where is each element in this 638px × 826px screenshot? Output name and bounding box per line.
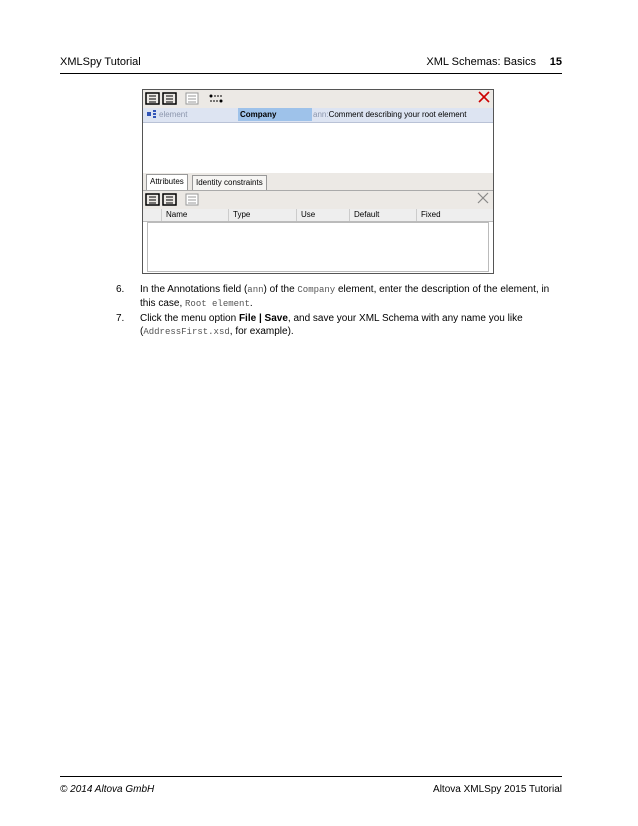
panel-toolbar [143, 90, 493, 108]
append-insert-icon[interactable] [145, 92, 179, 105]
col-use[interactable]: Use [296, 209, 315, 221]
col-fixed[interactable]: Fixed [416, 209, 441, 221]
page-number: 15 [549, 56, 562, 68]
step-6: 6. In the Annotations field (ann) of the Company element, enter the description of the element, in this case, Root element. [116, 284, 550, 309]
col-default[interactable]: Default [349, 209, 379, 221]
details-tabs [143, 173, 493, 190]
footer-rule [60, 776, 562, 777]
footer-copyright: © 2014 Altova GmbH [60, 784, 155, 795]
annotation-field[interactable] [313, 110, 466, 119]
list-icon[interactable] [185, 92, 199, 105]
header-rule [60, 73, 562, 74]
close-icon[interactable] [478, 90, 490, 106]
col-name[interactable]: Name [161, 209, 187, 221]
element-name-field[interactable]: Company [238, 108, 312, 121]
step-7: 7. Click the menu option File | Save, and save your XML Schema with any name you like (AddressFirst.xsd, for example). [116, 313, 523, 337]
sequence-icon[interactable] [208, 92, 224, 105]
element-icon [147, 110, 157, 119]
attributes-toolbar [143, 190, 493, 209]
tab-identity-constraints[interactable]: Identity constraints [192, 175, 267, 190]
element-row[interactable] [143, 108, 493, 123]
attribute-list-icon[interactable] [185, 193, 199, 206]
close-attribute-icon[interactable] [477, 192, 489, 207]
col-type[interactable]: Type [228, 209, 250, 221]
element-type-field[interactable]: element [159, 110, 188, 119]
element-list-area [143, 123, 493, 173]
attributes-table-body [147, 222, 489, 272]
header-left: XMLSpy Tutorial [60, 56, 141, 68]
annotation-key: ann: [313, 110, 329, 119]
schema-element-panel [142, 89, 494, 274]
append-insert-attribute-icon[interactable] [145, 193, 179, 206]
attributes-table-header [143, 209, 493, 222]
header-section: XML Schemas: Basics [426, 56, 536, 68]
annotation-value: Comment describing your root element [328, 110, 467, 119]
footer-title: Altova XMLSpy 2015 Tutorial [433, 784, 562, 795]
tab-attributes[interactable]: Attributes [146, 174, 188, 191]
instruction-steps [116, 283, 556, 340]
